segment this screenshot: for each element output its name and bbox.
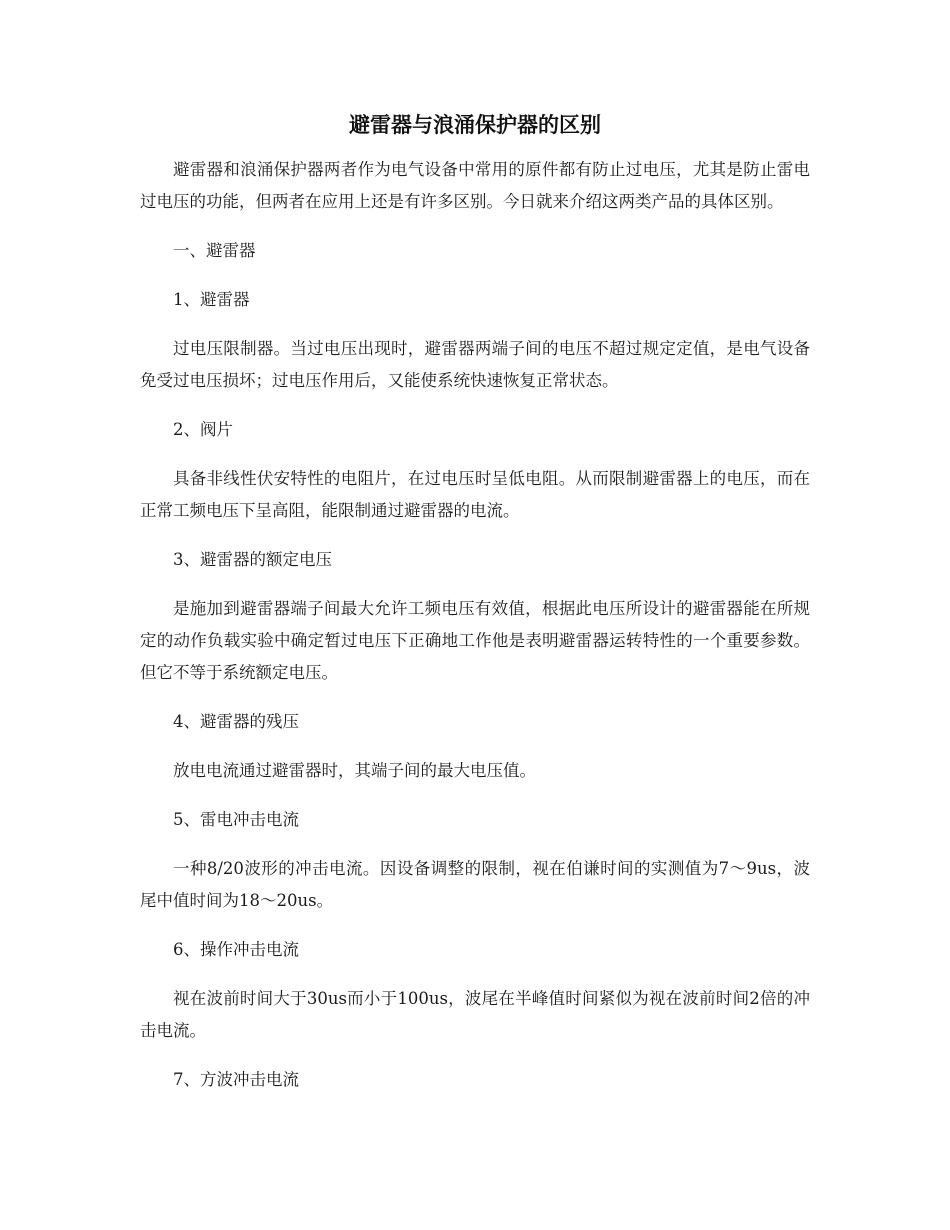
section-heading-lightning-arrester: 一、避雷器 <box>173 241 256 260</box>
item-body-5: 一种8/20波形的冲击电流。因设备调整的限制，视在伯谦时间的实测值为7～9us，波尾中值时间为18～20us。 <box>140 859 810 910</box>
item-body-4: 放电电流通过避雷器时，其端子间的最大电压值。 <box>173 761 536 780</box>
item-heading-6: 6、操作冲击电流 <box>173 940 299 959</box>
item-heading-1: 1、避雷器 <box>173 290 250 309</box>
document-title: 避雷器与浪涌保护器的区别 <box>349 113 601 137</box>
item-heading-3: 3、避雷器的额定电压 <box>173 550 332 569</box>
item-heading-2: 2、阀片 <box>173 420 233 439</box>
item-body-1: 过电压限制器。当过电压出现时，避雷器两端子间的电压不超过规定定值，是电气设备免受过电压损坏；过电压作用后，又能使系统快速恢复正常状态。 <box>140 339 810 390</box>
document-page <box>140 110 810 1113</box>
item-heading-7: 7、方波冲击电流 <box>173 1070 299 1089</box>
item-body-6: 视在波前时间大于30us而小于100us，波尾在半峰值时间紧似为视在波前时间2倍的冲击电流。 <box>140 989 810 1040</box>
item-heading-5: 5、雷电冲击电流 <box>173 810 299 829</box>
item-body-3: 是施加到避雷器端子间最大允许工频电压有效值，根据此电压所设计的避雷器能在所规定的动作负载实验中确定暂过电压下正确地工作他是表明避雷器运转特性的一个重要参数。但它不等于系统额定电压。 <box>140 599 810 682</box>
item-heading-4: 4、避雷器的残压 <box>173 712 299 731</box>
item-body-2: 具备非线性伏安特性的电阻片，在过电压时呈低电阻。从而限制避雷器上的电压，而在正常工频电压下呈高阻，能限制通过避雷器的电流。 <box>140 469 810 520</box>
intro-paragraph: 避雷器和浪涌保护器两者作为电气设备中常用的原件都有防止过电压，尤其是防止雷电过电压的功能，但两者在应用上还是有许多区别。今日就来介绍这两类产品的具体区别。 <box>140 160 810 211</box>
